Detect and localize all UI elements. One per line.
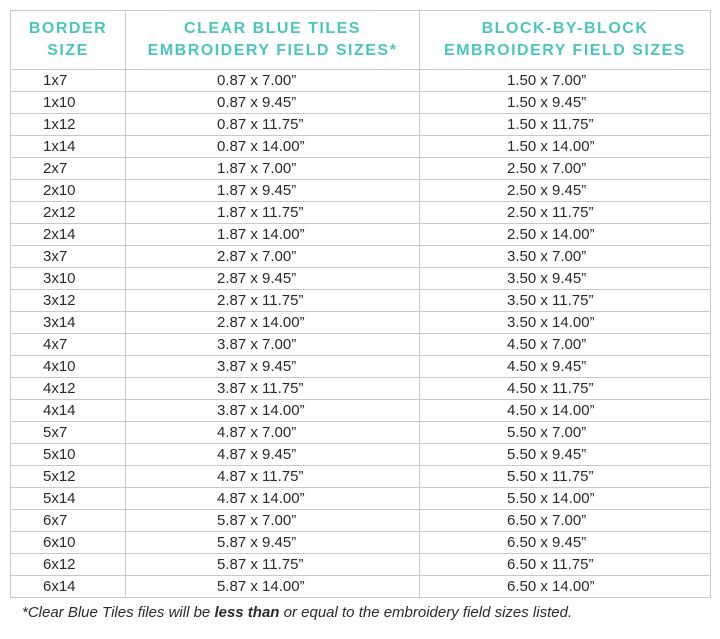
clear-blue-tiles-cell: 5.87 x 14.00” bbox=[126, 576, 420, 598]
field-sizes-table bbox=[10, 10, 711, 598]
clear-blue-tiles-cell: 0.87 x 11.75” bbox=[126, 114, 420, 136]
header-clear-blue-tiles-line2: EMBROIDERY FIELD SIZES* bbox=[147, 42, 398, 59]
border-size-cell: 1x12 bbox=[11, 114, 126, 136]
border-size-cell: 2x14 bbox=[11, 224, 126, 246]
border-size-cell: 1x10 bbox=[11, 92, 126, 114]
header-block-by-block-line1: BLOCK-BY-BLOCK bbox=[481, 20, 649, 37]
block-by-block-cell: 5.50 x 11.75” bbox=[420, 466, 711, 488]
block-by-block-cell: 1.50 x 7.00” bbox=[420, 70, 711, 92]
table-row bbox=[11, 422, 711, 444]
border-size-cell: 5x14 bbox=[11, 488, 126, 510]
clear-blue-tiles-cell: 1.87 x 14.00” bbox=[126, 224, 420, 246]
footnote-text-end: or equal to the embroidery field sizes listed. bbox=[279, 604, 573, 621]
table-body bbox=[11, 70, 711, 598]
clear-blue-tiles-cell: 3.87 x 14.00” bbox=[126, 400, 420, 422]
clear-blue-tiles-cell: 3.87 x 9.45” bbox=[126, 356, 420, 378]
border-size-cell: 4x7 bbox=[11, 334, 126, 356]
field-sizes-table-container bbox=[10, 10, 710, 598]
header-clear-blue-tiles-line1: CLEAR BLUE TILES bbox=[184, 20, 361, 37]
header-border-size-line1: BORDER bbox=[28, 20, 108, 37]
clear-blue-tiles-cell: 0.87 x 7.00” bbox=[126, 70, 420, 92]
block-by-block-cell: 4.50 x 11.75” bbox=[420, 378, 711, 400]
border-size-cell: 4x12 bbox=[11, 378, 126, 400]
clear-blue-tiles-cell: 2.87 x 9.45” bbox=[126, 268, 420, 290]
clear-blue-tiles-cell: 2.87 x 14.00” bbox=[126, 312, 420, 334]
table-row bbox=[11, 70, 711, 92]
table-row bbox=[11, 246, 711, 268]
block-by-block-cell: 1.50 x 9.45” bbox=[420, 92, 711, 114]
header-block-by-block bbox=[420, 11, 711, 70]
border-size-cell: 3x14 bbox=[11, 312, 126, 334]
block-by-block-cell: 5.50 x 9.45” bbox=[420, 444, 711, 466]
block-by-block-cell: 2.50 x 9.45” bbox=[420, 180, 711, 202]
table-row bbox=[11, 114, 711, 136]
block-by-block-cell: 6.50 x 7.00” bbox=[420, 510, 711, 532]
block-by-block-cell: 1.50 x 11.75” bbox=[420, 114, 711, 136]
block-by-block-cell: 1.50 x 14.00” bbox=[420, 136, 711, 158]
clear-blue-tiles-cell: 2.87 x 11.75” bbox=[126, 290, 420, 312]
footnote-emphasis: less than bbox=[214, 604, 280, 621]
table-row bbox=[11, 356, 711, 378]
header-clear-blue-tiles bbox=[126, 11, 420, 70]
table-row bbox=[11, 136, 711, 158]
border-size-cell: 5x12 bbox=[11, 466, 126, 488]
header-block-by-block-line2: EMBROIDERY FIELD SIZES bbox=[444, 42, 686, 59]
clear-blue-tiles-cell: 4.87 x 7.00” bbox=[126, 422, 420, 444]
clear-blue-tiles-cell: 4.87 x 9.45” bbox=[126, 444, 420, 466]
border-size-cell: 2x7 bbox=[11, 158, 126, 180]
block-by-block-cell: 3.50 x 11.75” bbox=[420, 290, 711, 312]
clear-blue-tiles-cell: 1.87 x 9.45” bbox=[126, 180, 420, 202]
border-size-cell: 2x10 bbox=[11, 180, 126, 202]
block-by-block-cell: 5.50 x 14.00” bbox=[420, 488, 711, 510]
border-size-cell: 1x7 bbox=[11, 70, 126, 92]
block-by-block-cell: 4.50 x 9.45” bbox=[420, 356, 711, 378]
table-row bbox=[11, 510, 711, 532]
block-by-block-cell: 6.50 x 11.75” bbox=[420, 554, 711, 576]
border-size-cell: 4x14 bbox=[11, 400, 126, 422]
footnote-text-start: *Clear Blue Tiles files will be bbox=[22, 604, 215, 621]
table-row bbox=[11, 334, 711, 356]
table-row bbox=[11, 400, 711, 422]
table-row bbox=[11, 554, 711, 576]
clear-blue-tiles-cell: 3.87 x 11.75” bbox=[126, 378, 420, 400]
table-header bbox=[11, 11, 711, 70]
table-row bbox=[11, 290, 711, 312]
border-size-cell: 2x12 bbox=[11, 202, 126, 224]
border-size-cell: 6x10 bbox=[11, 532, 126, 554]
border-size-cell: 5x10 bbox=[11, 444, 126, 466]
block-by-block-cell: 4.50 x 14.00” bbox=[420, 400, 711, 422]
footnote bbox=[22, 604, 572, 621]
border-size-cell: 3x12 bbox=[11, 290, 126, 312]
table-row bbox=[11, 158, 711, 180]
table-row bbox=[11, 576, 711, 598]
table-row bbox=[11, 202, 711, 224]
block-by-block-cell: 6.50 x 14.00” bbox=[420, 576, 711, 598]
block-by-block-cell: 5.50 x 7.00” bbox=[420, 422, 711, 444]
clear-blue-tiles-cell: 1.87 x 11.75” bbox=[126, 202, 420, 224]
block-by-block-cell: 3.50 x 9.45” bbox=[420, 268, 711, 290]
table-row bbox=[11, 180, 711, 202]
block-by-block-cell: 3.50 x 14.00” bbox=[420, 312, 711, 334]
table-row bbox=[11, 312, 711, 334]
table-row bbox=[11, 224, 711, 246]
border-size-cell: 6x14 bbox=[11, 576, 126, 598]
border-size-cell: 5x7 bbox=[11, 422, 126, 444]
table-row bbox=[11, 268, 711, 290]
table-row bbox=[11, 466, 711, 488]
border-size-cell: 3x7 bbox=[11, 246, 126, 268]
border-size-cell: 6x12 bbox=[11, 554, 126, 576]
border-size-cell: 4x10 bbox=[11, 356, 126, 378]
clear-blue-tiles-cell: 2.87 x 7.00” bbox=[126, 246, 420, 268]
clear-blue-tiles-cell: 1.87 x 7.00” bbox=[126, 158, 420, 180]
block-by-block-cell: 4.50 x 7.00” bbox=[420, 334, 711, 356]
clear-blue-tiles-cell: 5.87 x 11.75” bbox=[126, 554, 420, 576]
clear-blue-tiles-cell: 5.87 x 9.45” bbox=[126, 532, 420, 554]
border-size-cell: 6x7 bbox=[11, 510, 126, 532]
clear-blue-tiles-cell: 4.87 x 14.00” bbox=[126, 488, 420, 510]
clear-blue-tiles-cell: 0.87 x 14.00” bbox=[126, 136, 420, 158]
block-by-block-cell: 2.50 x 14.00” bbox=[420, 224, 711, 246]
header-border-size bbox=[11, 11, 126, 70]
table-row bbox=[11, 378, 711, 400]
block-by-block-cell: 2.50 x 7.00” bbox=[420, 158, 711, 180]
table-row bbox=[11, 444, 711, 466]
header-border-size-line2: SIZE bbox=[47, 42, 89, 59]
table-row bbox=[11, 532, 711, 554]
block-by-block-cell: 3.50 x 7.00” bbox=[420, 246, 711, 268]
block-by-block-cell: 6.50 x 9.45” bbox=[420, 532, 711, 554]
clear-blue-tiles-cell: 4.87 x 11.75” bbox=[126, 466, 420, 488]
block-by-block-cell: 2.50 x 11.75” bbox=[420, 202, 711, 224]
clear-blue-tiles-cell: 0.87 x 9.45” bbox=[126, 92, 420, 114]
clear-blue-tiles-cell: 3.87 x 7.00” bbox=[126, 334, 420, 356]
header-row bbox=[11, 11, 711, 70]
border-size-cell: 1x14 bbox=[11, 136, 126, 158]
border-size-cell: 3x10 bbox=[11, 268, 126, 290]
clear-blue-tiles-cell: 5.87 x 7.00” bbox=[126, 510, 420, 532]
table-row bbox=[11, 488, 711, 510]
table-row bbox=[11, 92, 711, 114]
